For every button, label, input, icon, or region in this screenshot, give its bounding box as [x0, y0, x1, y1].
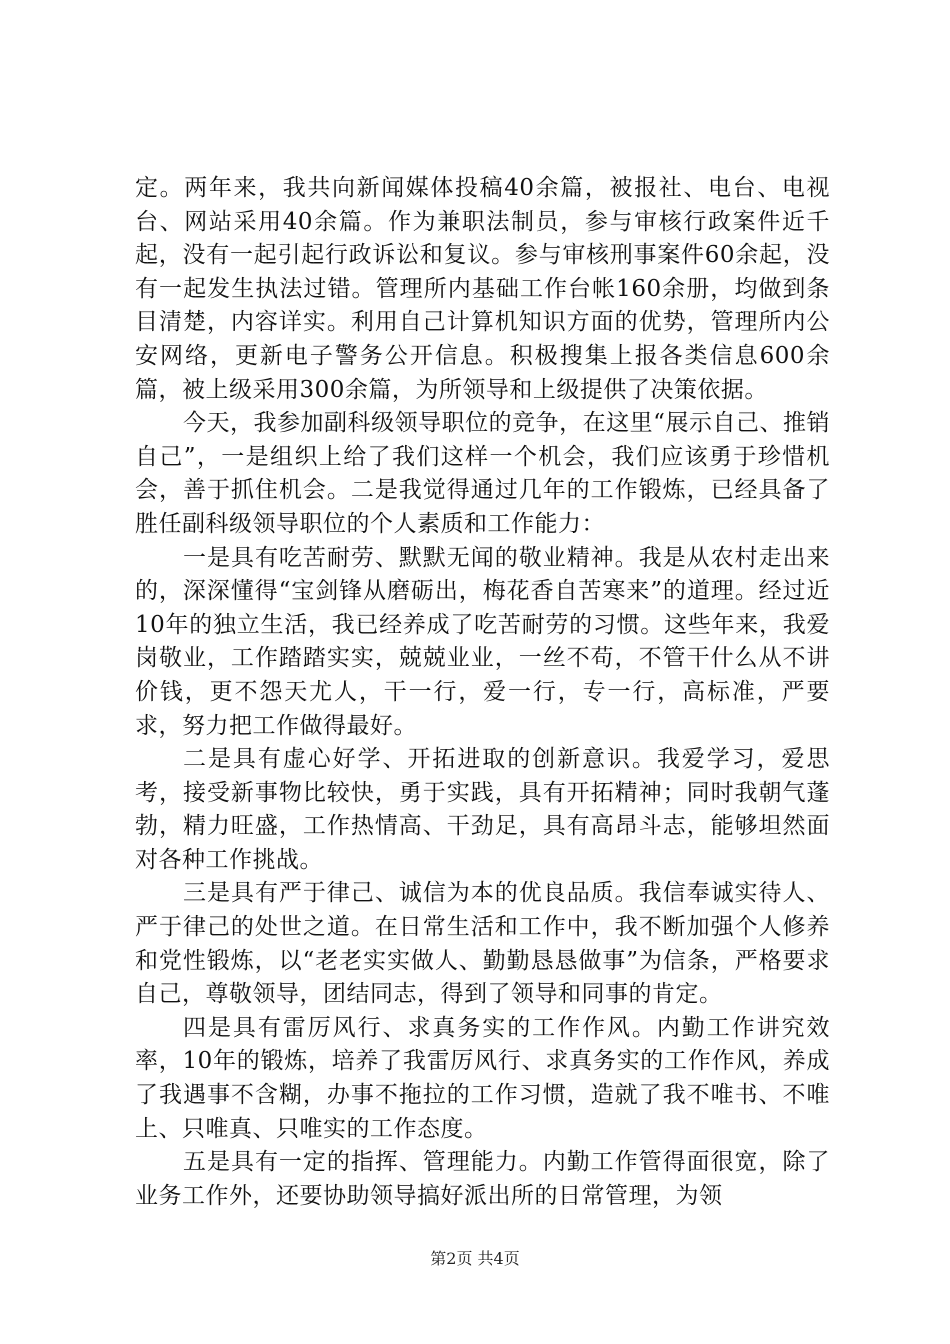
page-number-footer: 第2页 共4页: [430, 1249, 520, 1268]
paragraph-4: 二是具有虚心好学、开拓进取的创新意识。我爱学习，爱思考，接受新事物比较快，勇于实践，具有开拓精神；同时我朝气蓬勃，精力旺盛，工作热情高、干劲足，具有高昂斗志，能够坦然面对各种工作挑战。: [135, 746, 830, 873]
paragraph-3: 一是具有吃苦耐劳、默默无闻的敬业精神。我是从农村走出来的，深深懂得“宝剑锋从磨砺出，梅花香自苦寒来”的道理。经过近10年的独立生活，我已经养成了吃苦耐劳的习惯。这些年来，我爱岗敬业，工作踏踏实实，兢兢业业，一丝不苟，不管干什么从不讲价钱，更不怨天尤人，干一行，爱一行，专一行，高标准，严要求，努力把工作做得最好。: [135, 544, 830, 739]
paragraph-7: 五是具有一定的指挥、管理能力。内勤工作管得面很宽，除了业务工作外，还要协助领导搞好派出所的日常管理，为领: [135, 1149, 830, 1209]
document-body: [135, 172, 830, 1213]
paragraph-2: 今天，我参加副科级领导职位的竞争，在这里“展示自己、推销自己”，一是组织上给了我们这样一个机会，我们应该勇于珍惜机会，善于抓住机会。二是我觉得通过几年的工作锻炼，已经具备了胜任副科级领导职位的个人素质和工作能力：: [135, 410, 830, 537]
paragraph-1: 定。两年来，我共向新闻媒体投稿40余篇，被报社、电台、电视台、网站采用40余篇。作为兼职法制员，参与审核行政案件近千起，没有一起引起行政诉讼和复议。参与审核刑事案件60余起，没有一起发生执法过错。管理所内基础工作台帐160余册，均做到条目清楚，内容详实。利用自己计算机知识方面的优势，管理所内公安网络，更新电子警务公开信息。积极搜集上报各类信息600余篇，被上级采用300余篇，为所领导和上级提供了决策依据。: [135, 175, 830, 403]
paragraph-5: 三是具有严于律己、诚信为本的优良品质。我信奉诚实待人、严于律己的处世之道。在日常生活和工作中，我不断加强个人修养和党性锻炼，以“老老实实做人、勤勤恳恳做事”为信条，严格要求自己，尊敬领导，团结同志，得到了领导和同事的肯定。: [135, 880, 830, 1008]
paragraph-6: 四是具有雷厉风行、求真务实的工作作风。内勤工作讲究效率，10年的锻炼，培养了我雷厉风行、求真务实的工作作风，养成了我遇事不含糊，办事不拖拉的工作习惯，造就了我不唯书、不唯上、只唯真、只唯实的工作态度。: [135, 1014, 830, 1142]
